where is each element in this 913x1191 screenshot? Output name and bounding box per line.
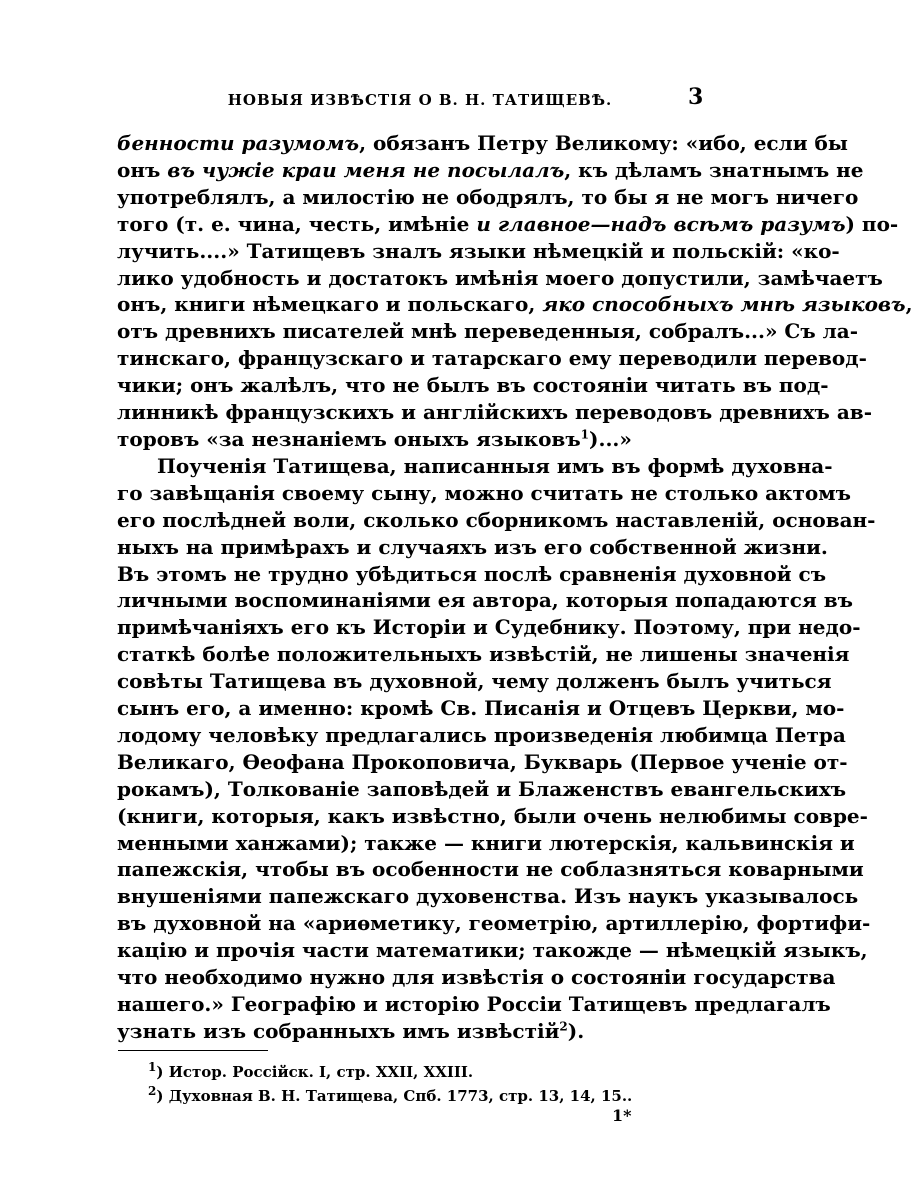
text-line [117, 345, 867, 372]
footnote-ref: 1 [580, 427, 590, 442]
text-line [117, 964, 836, 991]
text-run: статкѣ болѣе положительныхъ извѣстій, не лишены значенія [117, 642, 850, 667]
text-run: кацію и прочія части математики; такожде — нѣмецкій языкъ, [117, 938, 868, 963]
text-line [117, 318, 859, 345]
text-run: чики; онъ жалѣлъ, что не былъ въ состояніи читать въ под- [117, 373, 829, 398]
text-run: лодому человѣку предлагались произведенія любимца Петра [117, 722, 846, 747]
italic-run: беннoсти разумомъ [117, 131, 360, 155]
text-run: что необходимо нужно для извѣстія о состояніи государства [117, 965, 836, 990]
text-run: го завѣщанія своему сыну, можно считать не столько актомъ [117, 480, 851, 505]
running-title: НОВЫЯ ИЗВѢСТІЯ О В. Н. ТАТИЩЕВѢ. [227, 91, 613, 109]
footnote-mark: 2 [148, 1084, 157, 1098]
text-run: употреблялъ, а милостію не ободрялъ, то бы я не могъ ничего [117, 184, 859, 209]
footnotes [148, 1060, 668, 1108]
text-run: , обязанъ Петру Великому: «ибо, если бы [359, 131, 848, 155]
text-run: линникѣ французскихъ и англійскихъ переводовъ древнихъ ав- [117, 400, 872, 425]
text-run: ) по- [845, 211, 899, 236]
text-run: ныхъ на примѣрахъ и случаяхъ изъ его собственной жизни. [117, 534, 828, 559]
signature-mark: 1* [612, 1106, 632, 1125]
text-run: сынъ его, а именно: кромѣ Св. Писанія и Отцевъ Церкви, мо- [117, 696, 845, 721]
text-run: Великаго, Ѳеофана Прокоповича, Букварь (Первое ученіе от- [117, 749, 848, 774]
text-line [117, 561, 827, 588]
text-run: личными воспоминаніями ея автора, которыя попадаются въ [117, 588, 853, 613]
text-line [117, 211, 899, 238]
italic-run: яко способныхъ мнѣ языковъ [542, 292, 906, 317]
text-line [117, 426, 710, 453]
text-line [117, 991, 831, 1018]
text-line [117, 399, 872, 426]
text-line [117, 130, 848, 157]
text-run: , къ дѣламъ знатнымъ не [564, 157, 864, 182]
footnote-text: Духовная В. Н. Татищева, Спб. 1773, стр. 13, 14, 15.. [168, 1087, 633, 1105]
text-run: рокамъ), Толкованіе заповѣдей и Блаженствъ евангельскихъ [117, 776, 847, 801]
text-run: менными ханжами); также — книги лютерскія, кальвинскія и [117, 830, 855, 855]
footnote-mark: 1 [148, 1060, 157, 1074]
text-line [117, 587, 853, 614]
text-line [117, 910, 871, 937]
footnote-text: Истор. Россійск. I, стр. XXII, XXIII. [168, 1063, 474, 1081]
text-run: совѣты Татищева въ духовной, чему долженъ былъ учиться [117, 669, 832, 694]
text-line [117, 265, 883, 292]
text-run: внушеніями папежскаго духовенства. Изъ наукъ указывалось [117, 884, 859, 909]
text-run: онъ [117, 157, 168, 182]
text-line [117, 614, 861, 641]
italic-run: и главное—надъ всѣмъ разумъ [476, 211, 846, 236]
text-line [117, 776, 847, 803]
text-line [117, 238, 840, 265]
text-run: торовъ «за незнаніемъ оныхъ языковъ [117, 426, 581, 451]
text-run: того (т. е. чина, честь, имѣніе [117, 211, 477, 236]
text-line [117, 291, 913, 318]
text-line [117, 722, 846, 749]
body-text [117, 130, 913, 1045]
text-run: , [905, 292, 913, 317]
text-run: его послѣдней воли, сколько сборникомъ наставленій, основан- [117, 507, 876, 532]
text-line [117, 534, 828, 561]
text-run: Поученія Татищева, написанныя имъ въ формѣ духовна- [157, 453, 833, 478]
text-run: ). [567, 1018, 585, 1043]
page-number: 3 [688, 84, 704, 110]
text-line [117, 184, 859, 211]
text-run: отъ древнихъ писателей мнѣ переведенныя, собралъ...» Съ ла- [117, 319, 859, 344]
text-run: тинскаго, французскаго и татарскаго ему переводили перевод- [117, 346, 867, 371]
text-line [117, 937, 868, 964]
text-line [117, 507, 876, 534]
text-line [117, 830, 855, 857]
italic-run: въ чужіе краи меня не посылалъ [167, 157, 565, 182]
text-line [117, 157, 864, 184]
text-run: Въ этомъ не трудно убѣдиться послѣ сравненія духовной съ [117, 561, 827, 586]
text-line [117, 668, 832, 695]
footnote-2: $^2$) Духовная В. Н. Татищева, Спб. 1773, стр. 13, 14, 15.. [148, 1084, 633, 1105]
text-line [117, 883, 859, 910]
text-line [117, 453, 833, 480]
text-run: нашего.» Географію и исторію Россіи Татищевъ предлагалъ [117, 992, 831, 1016]
text-line [117, 749, 848, 776]
text-run: папежскія, чтобы въ особенности не соблазняться коварными [117, 857, 864, 882]
text-run: узнать изъ собранныхъ имъ извѣстій [117, 1018, 560, 1043]
text-run: онъ, книги нѣмецкаго и польскаго, [117, 292, 543, 317]
text-run: лучить....» Татищевъ зналъ языки нѣмецкій и польскій: «ко- [117, 238, 840, 263]
text-line [117, 695, 845, 722]
footnote-1: $^1$) Истор. Россійск. I, стр. XXII, XXIII. [148, 1060, 474, 1081]
text-line [117, 641, 850, 668]
text-line [117, 480, 851, 507]
text-run: въ духовной на «ариѳметику, геометрію, артиллерію, фортифи- [117, 911, 871, 936]
text-line [117, 372, 829, 399]
text-run: примѣчаніяхъ его къ Исторіи и Судебнику. Поэтому, при недо- [117, 615, 861, 640]
text-line [117, 856, 864, 883]
text-run: (книги, которыя, какъ извѣстно, были очень нелюбимы совре- [117, 803, 868, 828]
footnote-ref: 2 [559, 1019, 568, 1034]
text-run: )...» [589, 426, 632, 451]
text-line [117, 803, 868, 830]
text-run: лико удобность и достатокъ имѣнія моего допустили, замѣчаетъ [117, 265, 883, 290]
text-line [117, 1018, 710, 1045]
footnote-divider [118, 1050, 268, 1051]
